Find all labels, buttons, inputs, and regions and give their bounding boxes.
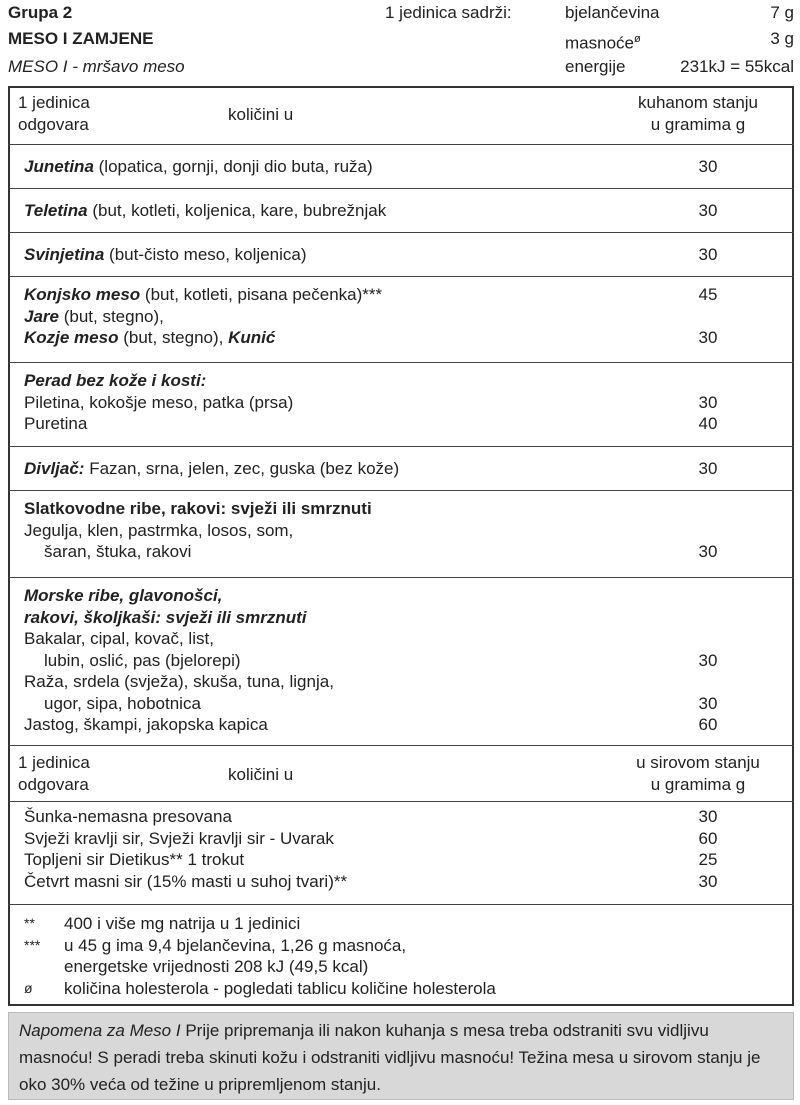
item-name: Morske ribe, glavonošci, <box>24 586 223 605</box>
category-title: MESO I ZAMJENE <box>8 29 154 48</box>
item-detail: Piletina, kokošje meso, patka (prsa) <box>24 392 294 412</box>
table-row <box>8 801 794 904</box>
item-detail: (but-čisto meso, koljenica) <box>104 245 307 264</box>
s1-h3a: kuhanom stanju <box>637 93 759 112</box>
footnote-text: količina holesterola - pogledati tablicu količine holesterola <box>64 978 496 998</box>
unit-contains-label: 1 jedinica sadrži: <box>385 3 512 22</box>
item-detail: (but, kotleti, pisana pečenka)*** <box>140 285 383 304</box>
item-label <box>24 714 268 735</box>
item-label <box>24 628 214 649</box>
item-name: Konjsko meso <box>24 285 141 304</box>
table-row <box>8 577 794 745</box>
header-row-2 <box>0 26 800 52</box>
item-grams: 30 <box>698 871 718 891</box>
table-row <box>8 188 794 232</box>
footnote-text: u 45 g ima 9,4 bjelančevina, 1,26 g masnoća, <box>64 935 407 955</box>
note-title: Napomena za Meso I <box>19 1021 181 1040</box>
item-grams: 30 <box>698 459 718 478</box>
footnote-symbol: ** <box>24 915 35 931</box>
item-label <box>24 498 372 519</box>
table-row <box>8 490 794 577</box>
item-name: Kozje meso <box>24 328 119 347</box>
item-grams: 30 <box>698 807 718 826</box>
s1-h2: količini u <box>228 105 294 124</box>
note-text: Prije pripremanja ili nakon kuhanja s mesa treba odstraniti svu vidljivu masnoću! S peradi treba skinuti kožu i odstraniti vidljivu masnoću! Težina mesa u sirovom stanju je oko 30% veća od težine u pripremljenom stanju. <box>19 1021 761 1094</box>
energy-value: 231kJ = 55kcal <box>680 57 794 76</box>
item-label <box>24 284 382 305</box>
item-label: Četvrt masni sir (15% masti u suhoj tvari)** <box>24 871 348 891</box>
s2-h2: količini u <box>228 765 294 784</box>
item-detail: Puretina <box>24 414 88 433</box>
item-label <box>24 370 206 391</box>
table-row <box>8 446 794 490</box>
item-detail: (but, stegno), <box>118 328 229 347</box>
item-name-2: Kunić <box>228 328 276 347</box>
item-detail: lubin, oslić, pas (bjelorepi) <box>44 650 241 670</box>
s2-h3a: u sirovom stanju <box>636 753 760 772</box>
table-row <box>8 144 794 188</box>
group-label: Grupa 2 <box>8 3 73 22</box>
footnotes <box>8 904 794 1006</box>
item-detail: Jegulja, klen, pastrmka, losos, som, <box>24 520 294 540</box>
section1-header <box>8 88 794 144</box>
item-detail: Jastog, škampi, jakopska kapica <box>24 715 268 734</box>
fat-mark: ø <box>633 33 641 45</box>
item-grams: 30 <box>698 693 718 713</box>
item-name: Svinjetina <box>24 245 105 264</box>
s2-h3b: u gramima g <box>650 775 746 794</box>
item-grams: 30 <box>698 201 718 220</box>
protein-value: 7 g <box>770 3 794 22</box>
item-detail: šaran, štuka, rakovi <box>44 542 192 561</box>
item-detail: (lopatica, gornji, donji dio buta, ruža) <box>93 157 373 176</box>
item-grams: 60 <box>698 715 718 734</box>
footnote-symbol <box>24 956 64 977</box>
item-label <box>44 693 201 714</box>
item-label <box>24 607 307 628</box>
fat-label-text: masnoće <box>565 33 634 53</box>
item-label <box>24 156 373 177</box>
item-name: Perad bez kože i kosti: <box>24 371 207 390</box>
protein-label: bjelančevina <box>565 3 660 22</box>
item-name: Jare <box>24 306 59 326</box>
item-label <box>24 520 293 541</box>
item-detail: ugor, sipa, hobotnica <box>44 693 201 713</box>
footnote-text: energetske vrijednosti 208 kJ (49,5 kcal) <box>64 957 369 976</box>
item-detail: Slatkovodne ribe, rakovi: svježi ili smrznuti <box>24 499 372 518</box>
item-detail: Fazan, srna, jelen, zec, guska (bez kože) <box>84 459 400 478</box>
header-row-1 <box>0 0 800 26</box>
s2-h1a: 1 jedinica <box>18 753 90 772</box>
item-detail: (but, kotleti, koljenica, kare, bubrežnjak <box>87 201 387 220</box>
item-label <box>24 244 307 265</box>
footnote-text: 400 i više mg natrija u 1 jedinici <box>64 914 301 933</box>
item-label <box>24 671 334 692</box>
header-row-3 <box>0 54 800 80</box>
item-label: Topljeni sir Dietikus** 1 trokut <box>24 850 245 869</box>
s1-h1b: odgovara <box>18 115 89 134</box>
item-grams: 30 <box>698 245 718 264</box>
item-label: Šunka-nemasna presovana <box>24 807 232 826</box>
item-grams: 30 <box>698 157 718 176</box>
item-grams: 40 <box>698 414 718 433</box>
item-label <box>44 541 191 562</box>
item-grams: 30 <box>698 650 718 670</box>
item-grams: 30 <box>698 542 718 561</box>
item-grams: 30 <box>698 392 718 412</box>
item-label <box>24 200 386 221</box>
fat-value: 3 g <box>770 29 794 48</box>
s1-h3b: u gramima g <box>650 115 746 134</box>
item-grams: 45 <box>698 285 718 304</box>
item-name: Divljač: <box>24 459 85 478</box>
item-label <box>24 585 222 606</box>
item-name: Teletina <box>24 201 88 220</box>
item-label <box>44 650 241 671</box>
subcategory-title: MESO I - mršavo meso <box>8 57 185 76</box>
item-label <box>24 413 87 434</box>
item-name: rakovi, školjkaši: svježi ili smrznuti <box>24 607 307 627</box>
table-row <box>8 362 794 446</box>
item-detail: (but, stegno), <box>58 306 164 326</box>
s1-h1a: 1 jedinica <box>18 93 90 112</box>
table-row <box>8 276 794 362</box>
item-label <box>24 306 164 327</box>
item-grams: 25 <box>698 850 718 869</box>
table-row <box>8 232 794 276</box>
s2-h1b: odgovara <box>18 775 89 794</box>
energy-label: energije <box>565 57 626 76</box>
item-label <box>24 392 293 413</box>
item-label: Svježi kravlji sir, Svježi kravlji sir - Uvarak <box>24 828 334 848</box>
section2-header <box>8 745 794 801</box>
item-label <box>24 327 275 348</box>
item-name: Junetina <box>24 157 94 176</box>
item-detail: Bakalar, cipal, kovač, list, <box>24 629 214 648</box>
item-label <box>24 458 399 479</box>
note-box <box>8 1012 794 1100</box>
item-grams: 30 <box>698 328 718 347</box>
footnote-symbol: *** <box>24 936 41 953</box>
item-grams: 60 <box>698 828 718 848</box>
item-detail: Raža, srdela (svježa), skuša, tuna, lignja, <box>24 672 334 691</box>
footnote-symbol: ø <box>24 979 33 996</box>
fat-label <box>565 26 641 57</box>
